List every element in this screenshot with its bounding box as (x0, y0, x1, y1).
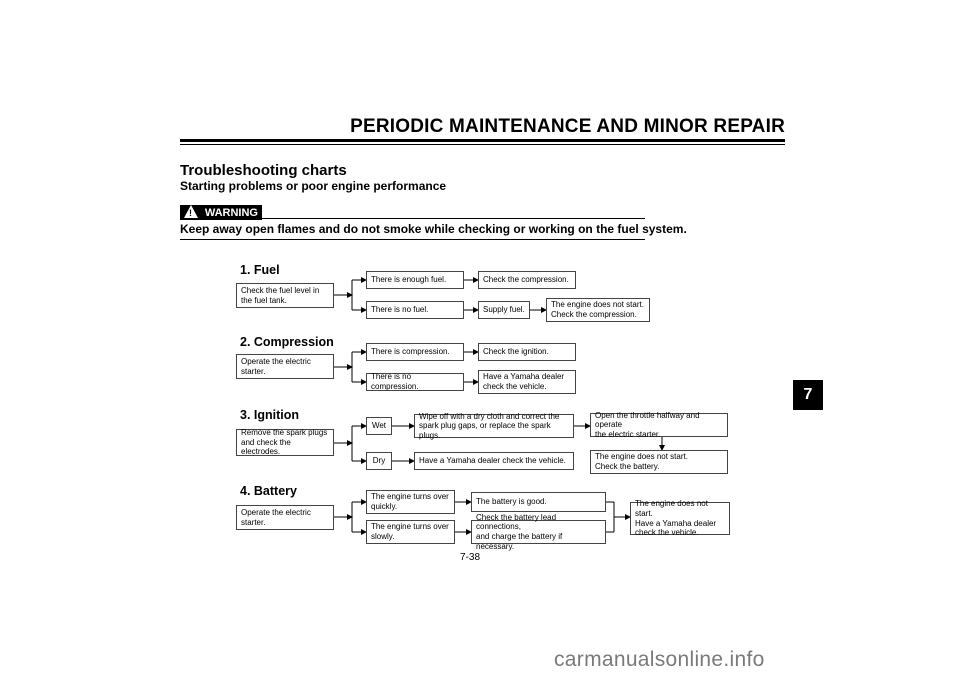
section-title: Troubleshooting charts (180, 162, 347, 179)
battery-good-box: The battery is good. (471, 492, 606, 512)
compression-start-box: Operate the electric starter. (236, 354, 334, 379)
page-number: 7-38 (460, 552, 481, 563)
ignition-wipe-box: Wipe off with a dry cloth and correct the spark plug gaps, or replace the spark plugs. (414, 414, 574, 438)
section-subtitle: Starting problems or poor engine performance (180, 179, 447, 193)
warning-text: Keep away open flames and do not smoke while checking or working on the fuel system. (180, 222, 687, 236)
compression-branch-no-box: There is no compression. (366, 373, 464, 391)
watermark: carmanualsonline.info (554, 648, 765, 671)
battery-branch-slow-box: The engine turns over slowly. (366, 520, 455, 544)
warning-exclamation-icon: ! (189, 208, 192, 218)
ignition-branch-wet-box: Wet (366, 417, 392, 435)
fuel-branch-none-box: There is no fuel. (366, 301, 464, 319)
fuel-no-start-box: The engine does not start. Check the compression. (546, 298, 650, 322)
fuel-result-compression-box: Check the compression. (478, 271, 576, 289)
fuel-branch-enough-box: There is enough fuel. (366, 271, 464, 289)
compression-branch-yes-box: There is compression. (366, 343, 464, 361)
step-heading-compression: 2. Compression (240, 335, 334, 349)
battery-branch-quick-box: The engine turns over quickly. (366, 490, 455, 514)
step-heading-ignition: 3. Ignition (240, 408, 300, 422)
compression-dealer-box: Have a Yamaha dealer check the vehicle. (478, 370, 576, 394)
chapter-tab: 7 (793, 380, 823, 410)
ignition-throttle-box: Open the throttle halfway and operate the electric starter. (590, 413, 728, 437)
ignition-dealer-box: Have a Yamaha dealer check the vehicle. (414, 452, 574, 470)
fuel-start-box: Check the fuel level in the fuel tank. (236, 283, 334, 308)
battery-start-box: Operate the electric starter. (236, 505, 334, 530)
battery-check-box: Check the battery lead connections, and charge the battery if necessary. (471, 520, 606, 544)
step-heading-fuel: 1. Fuel (240, 263, 280, 277)
ignition-branch-dry-box: Dry (366, 452, 392, 470)
fuel-supply-box: Supply fuel. (478, 301, 530, 319)
step-heading-battery: 4. Battery (240, 484, 297, 498)
compression-result-ignition-box: Check the ignition. (478, 343, 576, 361)
page-header-title: PERIODIC MAINTENANCE AND MINOR REPAIR (350, 116, 785, 137)
ignition-no-start-box: The engine does not start. Check the battery. (590, 450, 728, 474)
warning-label: WARNING (180, 205, 262, 220)
battery-final-box: The engine does not start. Have a Yamaha dealer check the vehicle. (630, 502, 730, 535)
ignition-start-box: Remove the spark plugs and check the electrodes. (236, 429, 334, 456)
